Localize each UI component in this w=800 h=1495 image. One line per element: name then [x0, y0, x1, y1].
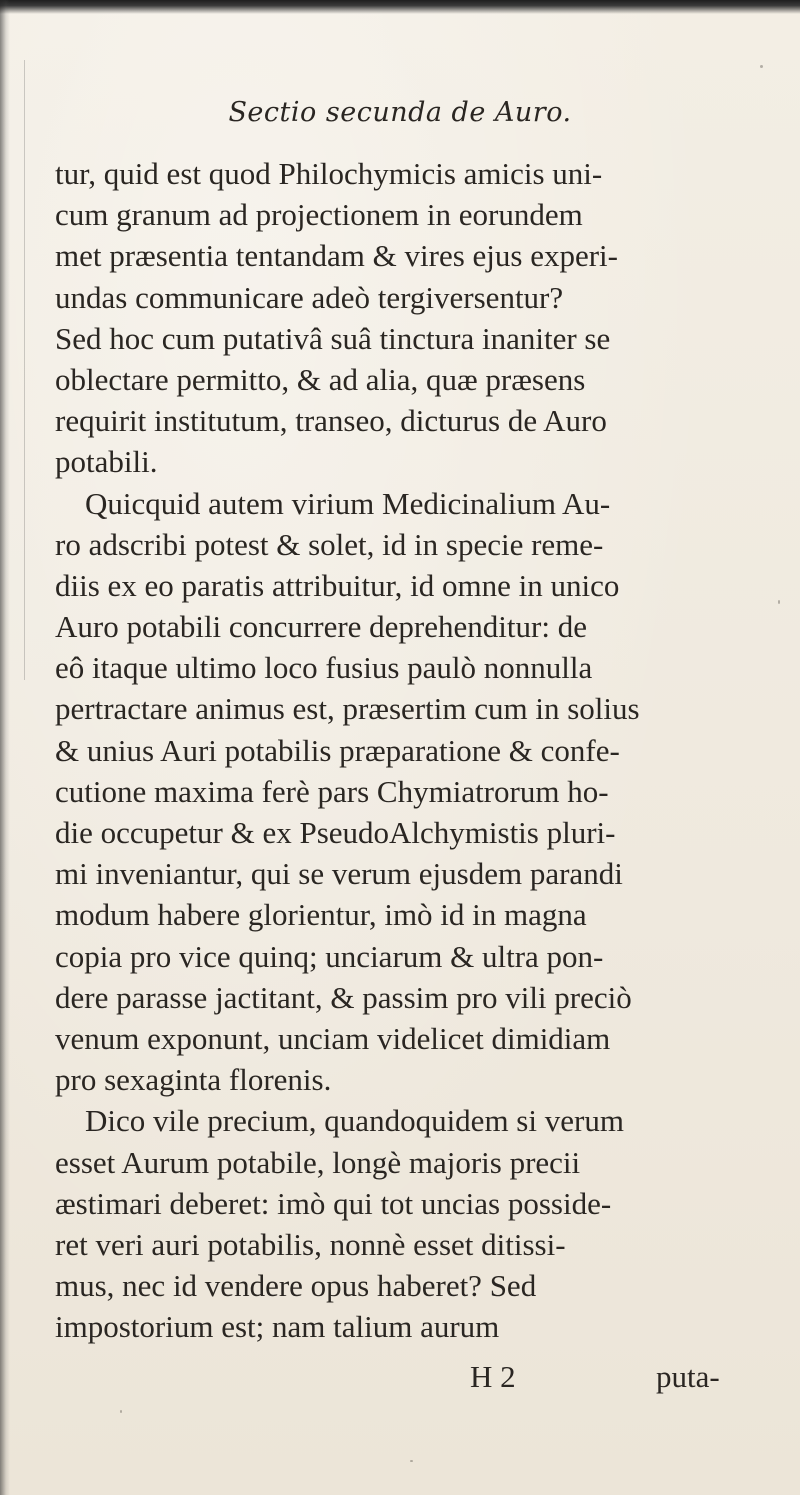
text-line: requirit institutum, transeo, dicturus de Auro — [55, 403, 607, 439]
text-line: die occupetur & ex PseudoAlchymistis pluri- — [55, 815, 616, 850]
top-page-shadow — [0, 0, 800, 14]
paper-speck — [410, 1460, 413, 1462]
text-line: cum granum ad projectionem in eorundem — [55, 197, 583, 233]
catchword: puta- — [656, 1359, 720, 1394]
text-line: pro sexaginta florenis. — [55, 1062, 332, 1098]
text-line: modum habere glorientur, imò id in magna — [55, 897, 587, 933]
paragraph-start-line: Dico vile precium, quandoquidem si verum — [85, 1103, 624, 1139]
text-line: diis ex eo paratis attribuitur, id omne in unico — [55, 567, 620, 603]
paragraph-start-line: Quicquid autem virium Medicinalium Au- — [85, 485, 611, 521]
left-binding-edge — [0, 0, 10, 1495]
text-line: met præsentia tentandam & vires ejus experi- — [55, 238, 618, 274]
running-head: Sectio secunda de Auro. — [228, 97, 572, 128]
text-line: & unius Auri potabilis præparatione & confe- — [55, 732, 620, 768]
text-line: cutione maxima ferè pars Chymiatrorum ho- — [55, 773, 609, 809]
text-line: dere parasse jactitant, & passim pro vili preciò — [55, 979, 632, 1015]
body-text — [55, 153, 790, 1347]
text-line: mi inveniantur, qui se verum ejusdem parandi — [55, 856, 623, 892]
gutter-line — [24, 60, 25, 680]
signature-mark: H 2 — [470, 1359, 516, 1394]
text-line: Auro potabili concurrere deprehenditur: de — [55, 609, 587, 645]
text-line: oblectare permitto, & ad alia, quæ præsens — [55, 361, 586, 397]
text-line: Sed hoc cum putativâ suâ tinctura inaniter se — [55, 320, 611, 356]
text-line: venum exponunt, unciam videlicet dimidiam — [55, 1020, 611, 1056]
page-footer — [0, 1356, 800, 1397]
text-line: pertractare animus est, præsertim cum in solius — [55, 691, 640, 727]
text-line: tur, quid est quod Philochymicis amicis uni- — [55, 156, 603, 191]
text-line: ro adscribi potest & solet, id in specie reme- — [55, 526, 604, 562]
text-line: eô itaque ultimo loco fusius paulò nonnulla — [55, 650, 593, 686]
text-line: mus, nec id vendere opus haberet? Sed — [55, 1268, 537, 1304]
paper-speck — [120, 1410, 122, 1413]
text-line: copia pro vice quinq; unciarum & ultra pon- — [55, 938, 604, 974]
text-line: æstimari deberet: imò qui tot uncias posside- — [55, 1185, 612, 1221]
paper-speck — [760, 65, 763, 68]
text-line: potabili. — [55, 444, 158, 480]
text-line: undas communicare adeò tergiversentur? — [55, 279, 564, 315]
text-line: esset Aurum potabile, longè majoris precii — [55, 1144, 581, 1180]
paper-speck — [778, 600, 780, 604]
text-line: ret veri auri potabilis, nonnè esset ditissi- — [55, 1226, 566, 1262]
text-line: impostorium est; nam talium aurum — [55, 1309, 500, 1345]
